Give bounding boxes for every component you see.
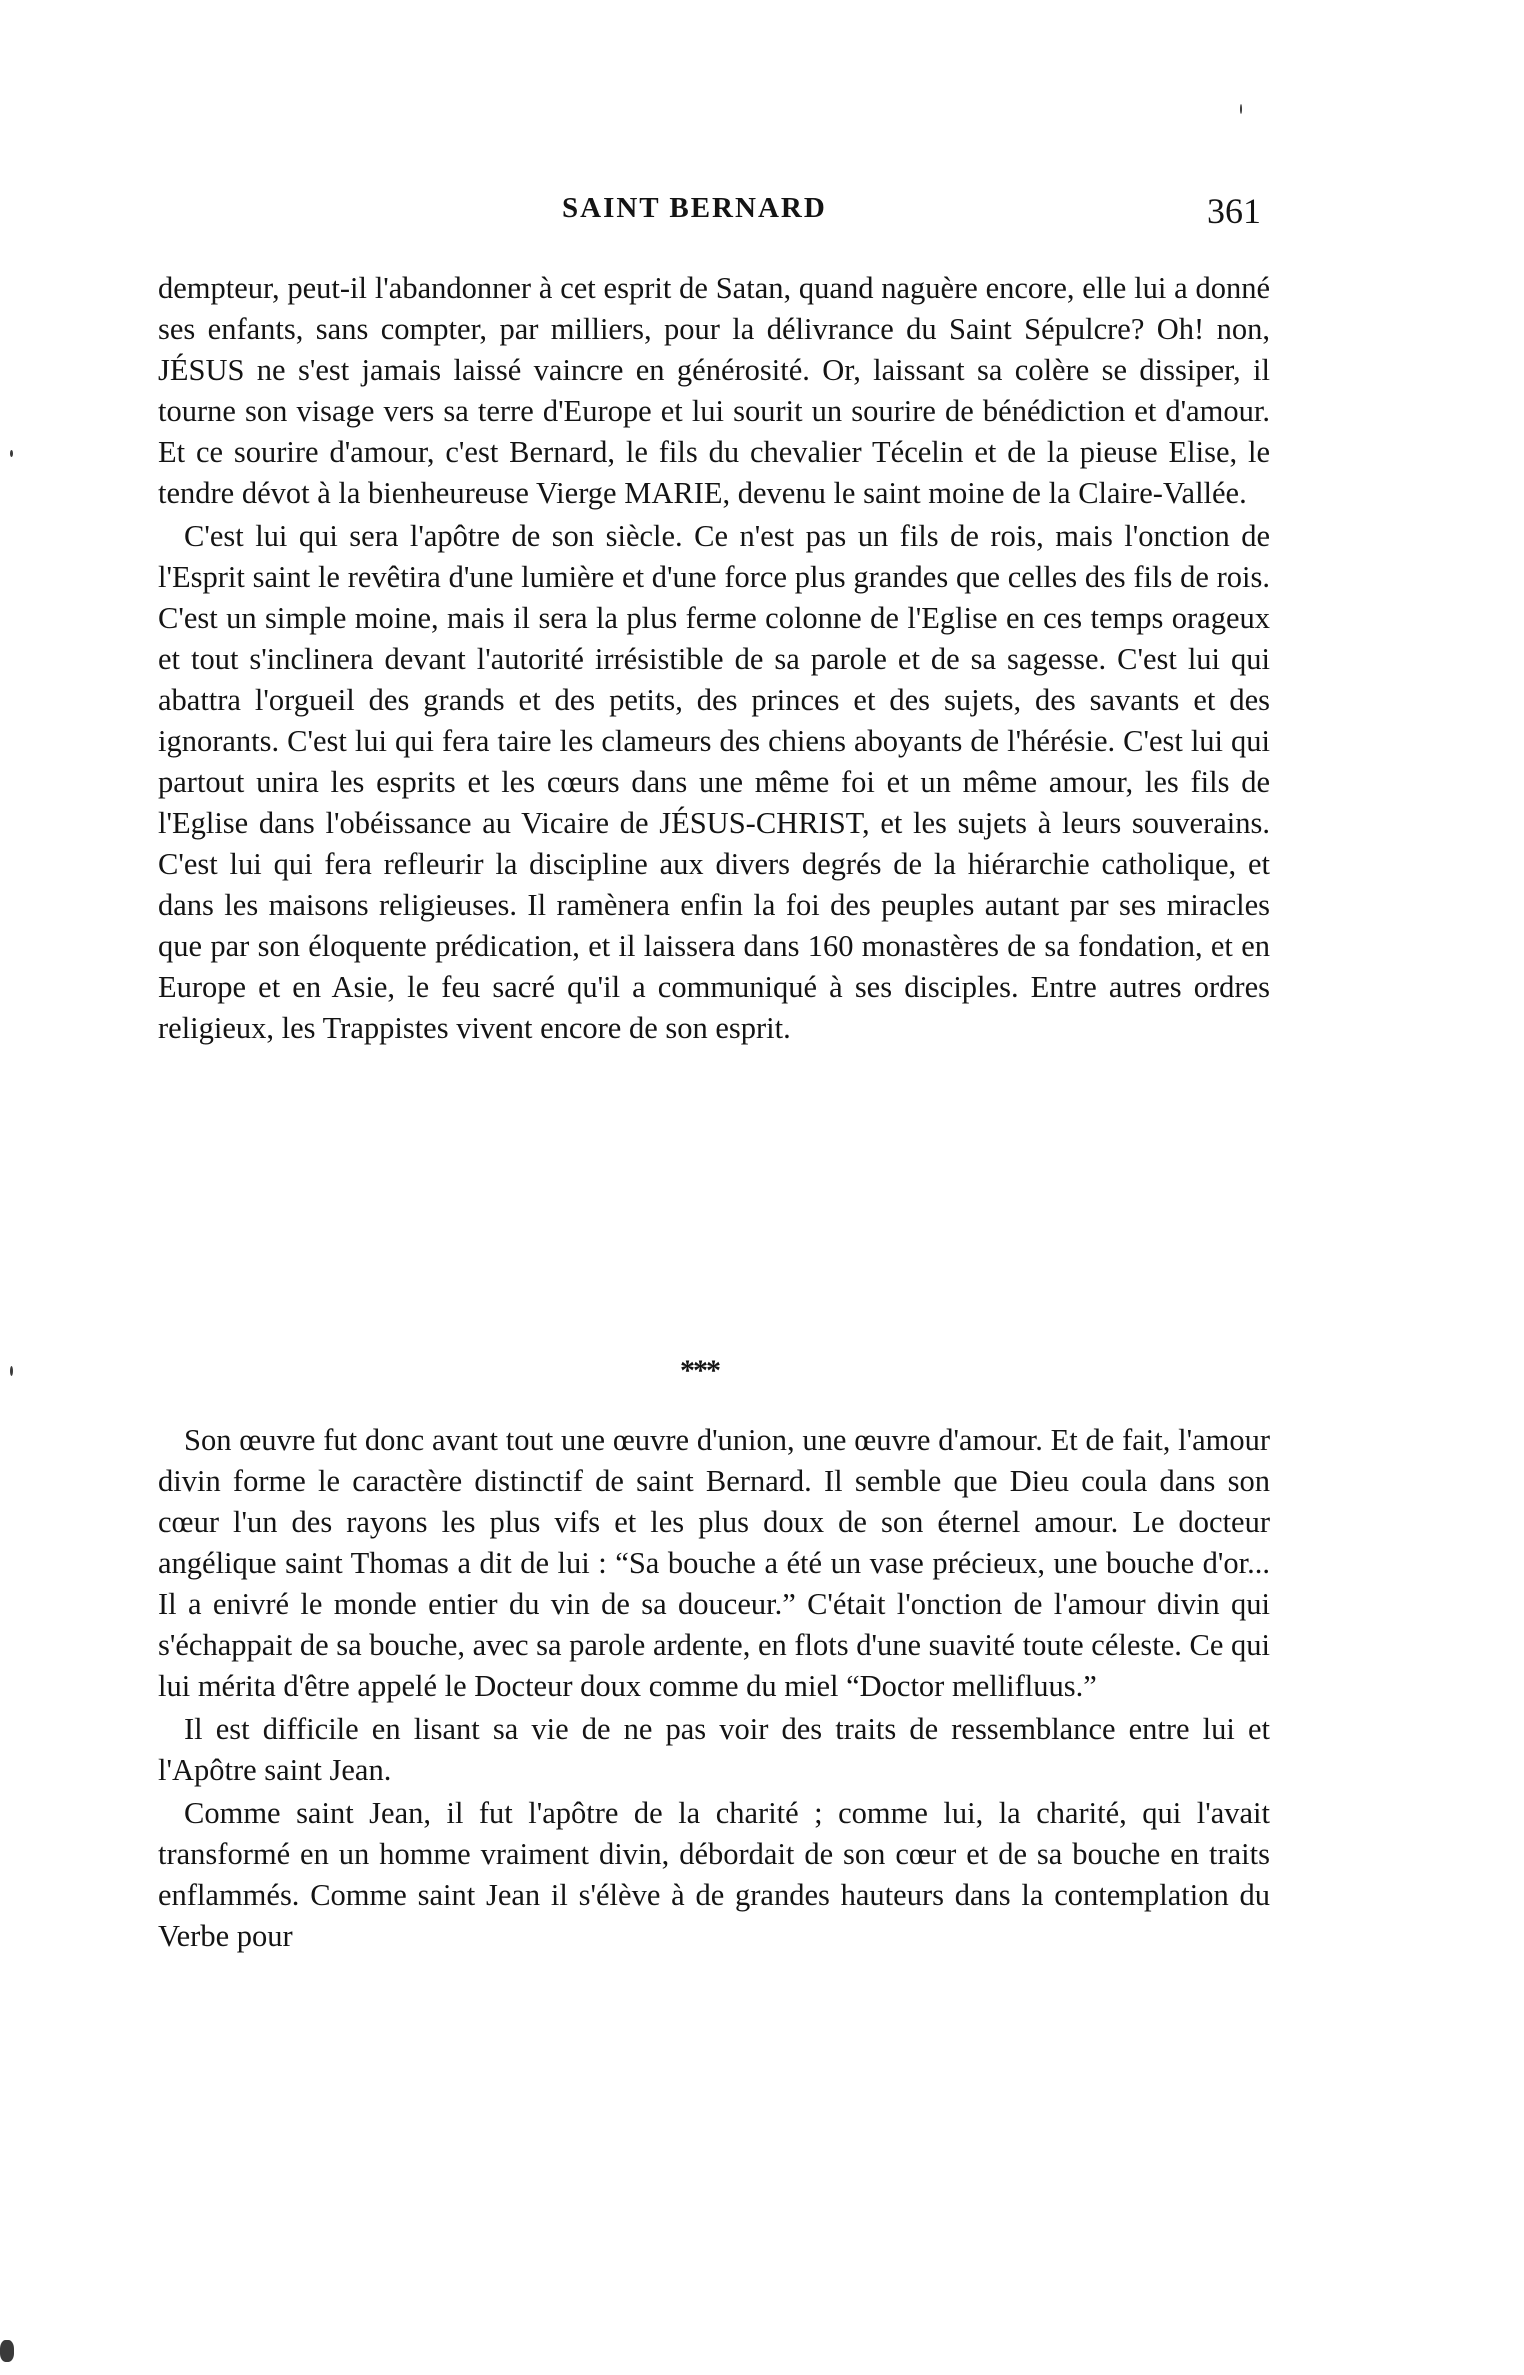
page-number: 361 — [1207, 191, 1261, 231]
text-block-bottom — [158, 1420, 1270, 1959]
scan-speck — [1240, 104, 1242, 114]
text-block-top — [158, 268, 1270, 1051]
paragraph: Il est difficile en lisant sa vie de ne pas voir des traits de ressemblance entre lui et l'Apôtre saint Jean. — [158, 1712, 1270, 1787]
scan-speck — [10, 1366, 13, 1376]
paragraph: Son œuvre fut donc avant tout une œuvre d'union, une œuvre d'amour. Et de fait, l'amour divin forme le caractère distinctif de saint Bernard. Il semble que Dieu coula dans son cœur l'un des rayons les plus vifs et les plus doux de son éternel amour. Le docteur angélique saint Thomas a dit de lui : “Sa bouche a été un vase précieux, une bouche d'or... Il a enivré le monde entier du vin de sa douceur.” C'était l'onction de l'amour divin qui s'échappait de sa bouche, avec sa parole ardente, en flots d'une suavité toute céleste. Ce qui lui mérita d'être appelé le Docteur doux comme du miel “Doctor mellifluus.” — [158, 1423, 1270, 1703]
paragraph: C'est lui qui sera l'apôtre de son siècle. Ce n'est pas un fils de rois, mais l'onction de l'Esprit saint le revêtira d'une lumière et d'une force plus grandes que celles des fils de rois. C'est un simple moine, mais il sera la plus ferme colonne de l'Eglise en ces temps orageux et tout s'inclinera devant l'autorité irrésistible de sa parole et de sa sagesse. C'est lui qui abattra l'orgueil des grands et des petits, des princes et des sujets, des savants et des ignorants. C'est lui qui fera taire les clameurs des chiens aboyants de l'hérésie. C'est lui qui partout unira les esprits et les cœurs dans une même foi et un même amour, les fils de l'Eglise dans l'obéissance au Vicaire de JÉSUS-CHRIST, et les sujets à leurs souverains. C'est lui qui fera refleurir la discipline aux divers degrés de la hiérarchie catholique, et dans les maisons religieuses. Il ramènera enfin la foi des peuples autant par ses miracles que par son éloquente prédication, et il laissera dans 160 monastères de sa fondation, et en Europe et en Asie, le feu sacré qu'il a communiqué à ses disciples. Entre autres ordres religieux, les Trappistes vivent encore de son esprit. — [158, 519, 1270, 1045]
scan-speck — [10, 450, 13, 457]
scan-speck — [0, 2340, 14, 2362]
running-head: SAINT BERNARD — [562, 192, 827, 224]
paragraph: dempteur, peut-il l'abandonner à cet esprit de Satan, quand naguère encore, elle lui a donné ses enfants, sans compter, par milliers, pour la délivrance du Saint Sépulcre? Oh! non, JÉSUS ne s'est jamais laissé vaincre en générosité. Or, laissant sa colère se dissiper, il tourne son visage vers sa terre d'Europe et lui sourit un sourire de bénédiction et d'amour. Et ce sourire d'amour, c'est Bernard, le fils du chevalier Técelin et de la pieuse Elise, le tendre dévot à la bienheureuse Vierge MARIE, devenu le saint moine de la Claire-Vallée. — [158, 271, 1270, 510]
paragraph: Comme saint Jean, il fut l'apôtre de la charité ; comme lui, la charité, qui l'avait transformé en un homme vraiment divin, débordait de son cœur et de sa bouche en traits enflammés. Comme saint Jean il s'élève à de grandes hauteurs dans la contemplation du Verbe pour — [158, 1796, 1270, 1953]
section-separator: *** — [680, 1354, 719, 1387]
